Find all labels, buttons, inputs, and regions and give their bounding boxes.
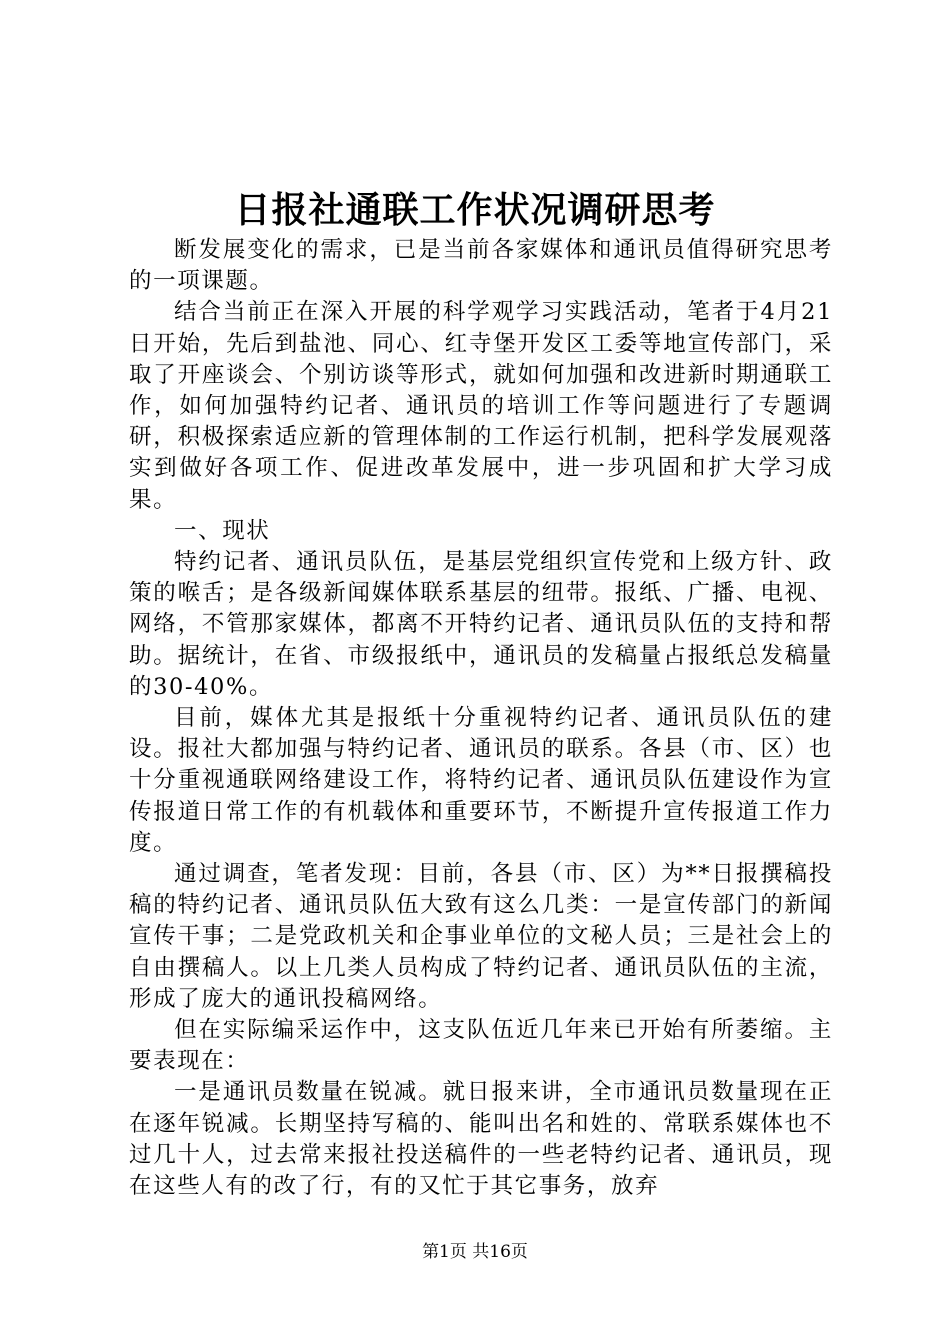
paragraph: 通过调查，笔者发现：目前，各县（市、区）为**日报撰稿投稿的特约记者、通讯员队伍大致有这么几类：一是宣传部门的新闻宣传干事；二是党政机关和企事业单位的文秘人员；三是社会上的自由撰稿人。以上几类人员构成了特约记者、通讯员队伍的主流，形成了庞大的通讯投稿网络。 [129,861,833,1012]
document-body [129,235,833,1202]
paragraph: 一是通讯员数量在锐减。就日报来讲，全市通讯员数量现在正在逐年锐减。长期坚持写稿的、能叫出名和姓的、常联系媒体也不过几十人，过去常来报社投送稿件的一些老特约记者、通讯员，现在这些人有的改了行，有的又忙于其它事务，放弃 [129,1079,833,1200]
page-number-footer: 第1页 共16页 [422,1242,528,1262]
paragraph: 特约记者、通讯员队伍，是基层党组织宣传党和上级方针、政策的喉舌；是各级新闻媒体联系基层的纽带。报纸、广播、电视、网络，不管那家媒体，都离不开特约记者、通讯员队伍的支持和帮助。据统计，在省、市级报纸中，通讯员的发稿量占报纸总发稿量的30-40%。 [129,549,833,700]
paragraph: 目前，媒体尤其是报纸十分重视特约记者、通讯员队伍的建设。报社大都加强与特约记者、通讯员的联系。各县（市、区）也十分重视通联网络建设工作，将特约记者、通讯员队伍建设作为宣传报道日常工作的有机载体和重要环节，不断提升宣传报道工作力度。 [129,705,833,856]
section-heading: 一、现状 [174,517,271,544]
paragraph: 断发展变化的需求，已是当前各家媒体和通讯员值得研究思考的一项课题。 [129,237,833,295]
paragraph: 结合当前正在深入开展的科学观学习实践活动，笔者于4月21日开始，先后到盐池、同心、红寺堡开发区工委等地宣传部门，采取了开座谈会、个别访谈等形式，就如何加强和改进新时期通联工作，如何加强特约记者、通讯员的培训工作等问题进行了专题调研，积极探索适应新的管理体制的工作运行机制，把科学发展观落实到做好各项工作、促进改革发展中，进一步巩固和扩大学习成果。 [129,299,833,513]
paragraph: 但在实际编采运作中，这支队伍近几年来已开始有所萎缩。主要表现在： [129,1017,833,1075]
document-title: 日报社通联工作状况调研思考 [234,189,716,231]
